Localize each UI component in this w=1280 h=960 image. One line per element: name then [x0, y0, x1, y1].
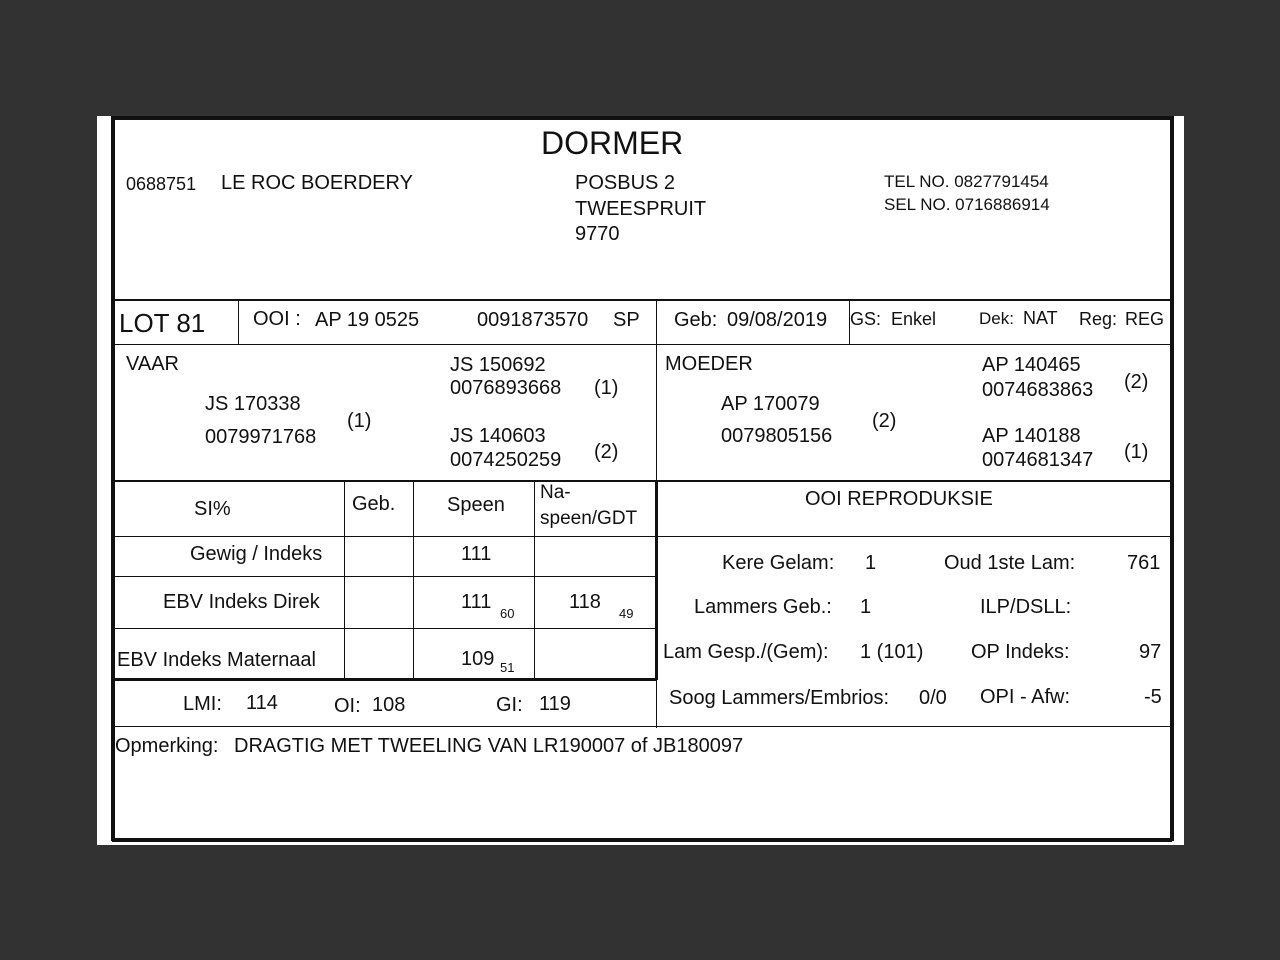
sire-number: 0079971768: [205, 426, 317, 448]
ooi-grade: SP: [613, 309, 640, 331]
sel-number: SEL NO. 0716886914: [884, 195, 1050, 214]
top-border: [112, 116, 1172, 120]
tel-number: TEL NO. 0827791454: [884, 172, 1049, 191]
divider: [112, 576, 657, 577]
speen-accuracy: 51: [500, 660, 515, 675]
dam-sire-id: AP 140465: [982, 354, 1081, 376]
divider: [112, 678, 657, 681]
lmi-label: LMI:: [183, 693, 222, 715]
birth-date-label: Geb:: [674, 309, 718, 331]
opi-value: -5: [1144, 686, 1162, 708]
gs-value: Enkel: [891, 309, 937, 329]
divider: [112, 480, 1172, 482]
gs-label: GS:: [850, 309, 882, 329]
sire-sire-number: 0076893668: [450, 377, 562, 399]
dam-label: MOEDER: [665, 353, 753, 375]
dek-label: Dek:: [979, 309, 1014, 328]
lammers-label: Lammers Geb.:: [694, 596, 832, 618]
lam-label: Lam Gesp./(Gem):: [663, 641, 829, 663]
ooi-number: 0091873570: [477, 309, 589, 331]
divider: [112, 299, 1172, 301]
lammers-value: 1: [860, 596, 872, 618]
divider: [534, 482, 535, 678]
op-label: OP Indeks:: [971, 641, 1070, 663]
address-line-2: TWEESPRUIT: [575, 198, 707, 220]
breed-title: DORMER: [541, 125, 684, 161]
ilp-label: ILP/DSLL:: [980, 596, 1072, 618]
dam-sire-number: 0074683863: [982, 379, 1094, 401]
oi-label: OI:: [334, 695, 361, 717]
sire-id: JS 170338: [205, 393, 301, 415]
right-border: [1170, 116, 1174, 841]
divider: [112, 536, 1172, 537]
reproduction-title: OOI REPRODUKSIE: [805, 488, 993, 510]
row-label: Gewig / Indeks: [190, 543, 323, 565]
lot-card: [97, 116, 1184, 845]
divider: [656, 344, 657, 480]
divider: [656, 299, 657, 345]
speen-value: 111: [461, 591, 492, 613]
divider: [413, 482, 414, 678]
address-line-3: 9770: [575, 223, 620, 245]
kere-value: 1: [865, 552, 877, 574]
divider: [112, 628, 657, 629]
reg-value: REG: [1125, 309, 1165, 329]
ooi-id: AP 19 0525: [315, 309, 420, 331]
birth-date: 09/08/2019: [727, 309, 828, 331]
divider: [655, 480, 658, 680]
dam-grade: (2): [872, 410, 897, 432]
speen-header: Speen: [447, 494, 505, 516]
sire-dam-grade: (2): [594, 441, 619, 463]
op-value: 97: [1139, 641, 1162, 663]
sire-dam-id: JS 140603: [450, 425, 546, 447]
dam-sire-grade: (2): [1124, 371, 1149, 393]
sire-sire-id: JS 150692: [450, 354, 546, 376]
speen-value: 111: [461, 543, 492, 565]
gi-label: GI:: [496, 694, 523, 716]
sire-grade: (1): [347, 410, 372, 432]
breeder-number: 0688751: [126, 174, 197, 194]
remark-label: Opmerking:: [115, 735, 219, 757]
sire-dam-number: 0074250259: [450, 449, 562, 471]
lot-number: LOT 81: [119, 308, 206, 338]
breeder-name: LE ROC BOERDERY: [221, 172, 413, 194]
na-value: 118: [569, 591, 601, 613]
divider: [344, 482, 345, 678]
lam-value: 1 (101): [860, 641, 924, 663]
left-border: [111, 116, 115, 841]
oi-value: 108: [372, 694, 406, 716]
dek-value: NAT: [1023, 308, 1058, 328]
speen-accuracy: 60: [500, 606, 515, 621]
dam-dam-id: AP 140188: [982, 425, 1081, 447]
na-header: Na-: [540, 482, 571, 503]
sire-label: VAAR: [126, 353, 179, 375]
si-header: SI%: [194, 498, 231, 520]
bottom-border: [112, 838, 1172, 842]
dam-dam-grade: (1): [1124, 441, 1149, 463]
dam-dam-number: 0074681347: [982, 449, 1094, 471]
remark-text: DRAGTIG MET TWEELING VAN LR190007 of JB180097: [234, 735, 744, 757]
geb-header: Geb.: [352, 493, 396, 515]
ooi-label: OOI :: [253, 308, 301, 330]
soog-value: 0/0: [919, 687, 947, 709]
na-speen-header: speen/GDT: [540, 508, 638, 529]
lmi-value: 114: [246, 692, 278, 714]
soog-label: Soog Lammers/Embrios:: [669, 687, 890, 709]
divider: [238, 299, 239, 345]
sire-sire-grade: (1): [594, 377, 619, 399]
row-label: EBV Indeks Maternaal: [117, 649, 316, 671]
dam-number: 0079805156: [721, 425, 833, 447]
speen-value: 109: [461, 648, 495, 670]
divider: [112, 344, 1172, 345]
reg-label: Reg:: [1079, 309, 1118, 329]
address-line-1: POSBUS 2: [575, 172, 676, 194]
kere-label: Kere Gelam:: [722, 552, 835, 574]
divider: [112, 726, 1172, 727]
opi-label: OPI - Afw:: [980, 686, 1071, 708]
row-label: EBV Indeks Direk: [163, 591, 320, 613]
na-accuracy: 49: [619, 606, 634, 621]
oud-label: Oud 1ste Lam:: [944, 552, 1076, 574]
oud-value: 761: [1127, 552, 1161, 574]
gi-value: 119: [539, 693, 571, 715]
dam-id: AP 170079: [721, 393, 820, 415]
